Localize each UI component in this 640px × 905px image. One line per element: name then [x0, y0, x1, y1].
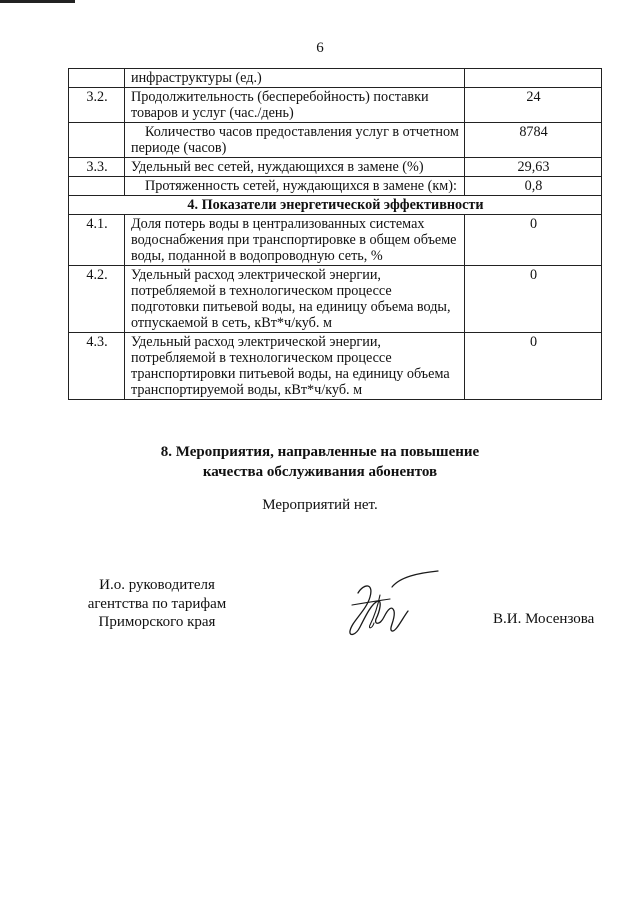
row-number: [69, 177, 125, 196]
row-description: Удельный вес сетей, нуждающихся в замене (%): [125, 158, 465, 177]
row-number: 3.3.: [69, 158, 125, 177]
row-description: Количество часов предоставления услуг в отчетном периоде (часов): [125, 123, 465, 158]
row-value: 29,63: [465, 158, 602, 177]
signature-stroke-top: [392, 571, 438, 587]
row-value: 24: [465, 88, 602, 123]
row-description: Удельный расход электрической энергии, потребляемой в технологическом процессе транспортировки питьевой воды, на единицу объема транспортируемой воды, кВт*ч/куб. м: [125, 333, 465, 400]
signatory-position-line-1: И.о. руководителя: [99, 577, 215, 593]
table-row: [69, 215, 602, 266]
table-row: [69, 69, 602, 88]
row-number: 4.1.: [69, 215, 125, 266]
row-value: [465, 69, 602, 88]
table-row: [69, 177, 602, 196]
signatory-position-line-2: агентства по тарифам: [87, 595, 227, 612]
section-8-heading: [0, 442, 640, 482]
signature-stroke-main: [350, 586, 408, 635]
page-number: 6: [316, 40, 324, 56]
table-row: [69, 158, 602, 177]
table-row: [69, 88, 602, 123]
signature-stroke-cross: [352, 599, 390, 605]
row-value: 0: [465, 266, 602, 333]
table-row: [69, 333, 602, 400]
row-value: 0,8: [465, 177, 602, 196]
indicators-table-body: [69, 69, 602, 400]
table-row: [69, 266, 602, 333]
signatory-position-line-3: Приморского края: [98, 614, 216, 630]
table-section-title: 4. Показатели энергетической эффективности: [69, 196, 602, 215]
table-row: [69, 123, 602, 158]
row-value: 8784: [465, 123, 602, 158]
signatory-name: В.И. Мосензова: [493, 611, 595, 627]
row-description: Продолжительность (бесперебойность) поставки товаров и услуг (час./день): [125, 88, 465, 123]
row-number: 4.3.: [69, 333, 125, 400]
row-description: Доля потерь воды в централизованных системах водоснабжения при транспортировке в общем объеме воды, поданной в водопроводную сеть, %: [125, 215, 465, 266]
indicators-table: [68, 68, 602, 400]
row-description: инфраструктуры (ед.): [125, 69, 465, 88]
row-value: 0: [465, 333, 602, 400]
row-number: 3.2.: [69, 88, 125, 123]
signatory-position: [82, 576, 232, 632]
row-number: 4.2.: [69, 266, 125, 333]
section-8-heading-line-1: 8. Мероприятия, направленные на повышение: [160, 444, 480, 460]
table-section-row: [69, 196, 602, 215]
row-description: Протяженность сетей, нуждающихся в замене (км):: [125, 177, 465, 196]
handwritten-signature: [330, 565, 450, 645]
row-number: [69, 123, 125, 158]
row-description: Удельный расход электрической энергии, потребляемой в технологическом процессе подготовки питьевой воды, на единицу объема воды, отпускаемой в сеть, кВт*ч/куб. м: [125, 266, 465, 333]
row-value: 0: [465, 215, 602, 266]
section-8-heading-line-2: качества обслуживания абонентов: [202, 464, 438, 480]
row-number: [69, 69, 125, 88]
no-measures-text: Мероприятий нет.: [262, 497, 378, 513]
top-edge-rule: [0, 0, 75, 3]
